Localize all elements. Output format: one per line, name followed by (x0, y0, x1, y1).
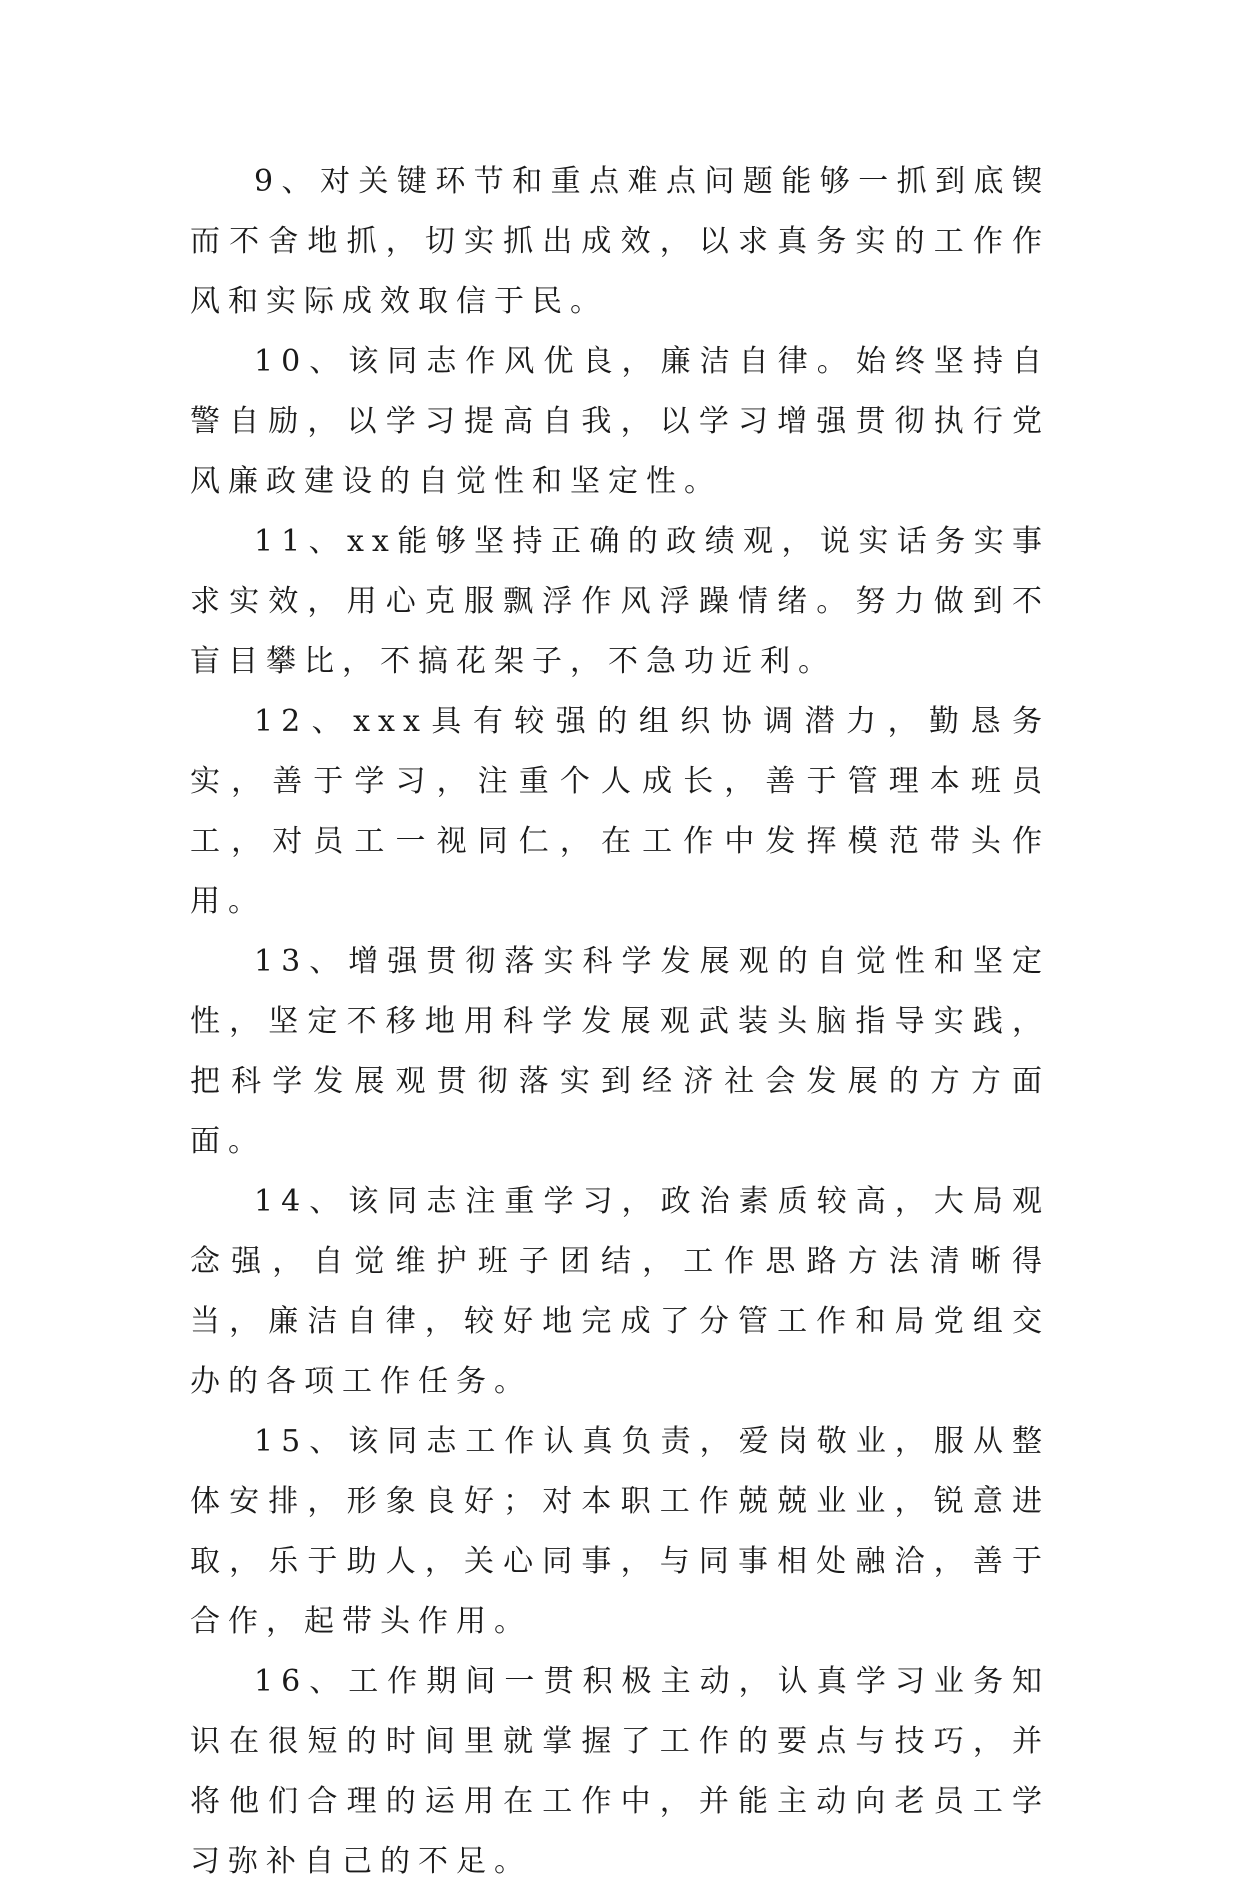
paragraph-9: 9、对关键环节和重点难点问题能够一抓到底锲而不舍地抓，切实抓出成效，以求真务实的工作作风和实际成效取信于民。 (190, 164, 1050, 319)
paragraph-14: 14、该同志注重学习，政治素质较高，大局观念强，自觉维护班子团结，工作思路方法清晰得当，廉洁自律，较好地完成了分管工作和局党组交办的各项工作任务。 (190, 1184, 1050, 1399)
paragraph-12: 12、xxx具有较强的组织协调潜力，勤恳务实，善于学习，注重个人成长，善于管理本班员工，对员工一视同仁，在工作中发挥模范带头作用。 (190, 704, 1050, 919)
paragraph-11: 11、xx能够坚持正确的政绩观，说实话务实事求实效，用心克服飘浮作风浮躁情绪。努力做到不盲目攀比，不搞花架子，不急功近利。 (190, 524, 1050, 679)
document-body (190, 152, 1050, 1892)
paragraph-13: 13、增强贯彻落实科学发展观的自觉性和坚定性，坚定不移地用科学发展观武装头脑指导实践，把科学发展观贯彻落实到经济社会发展的方方面面。 (190, 944, 1050, 1159)
paragraph-15: 15、该同志工作认真负责，爱岗敬业，服从整体安排，形象良好；对本职工作兢兢业业，锐意进取，乐于助人，关心同事，与同事相处融洽，善于合作，起带头作用。 (190, 1424, 1050, 1639)
paragraph-16: 16、工作期间一贯积极主动，认真学习业务知识在很短的时间里就掌握了工作的要点与技巧，并将他们合理的运用在工作中，并能主动向老员工学习弥补自己的不足。 (190, 1664, 1050, 1879)
paragraph-10: 10、该同志作风优良，廉洁自律。始终坚持自警自励，以学习提高自我，以学习增强贯彻执行党风廉政建设的自觉性和坚定性。 (190, 344, 1050, 499)
